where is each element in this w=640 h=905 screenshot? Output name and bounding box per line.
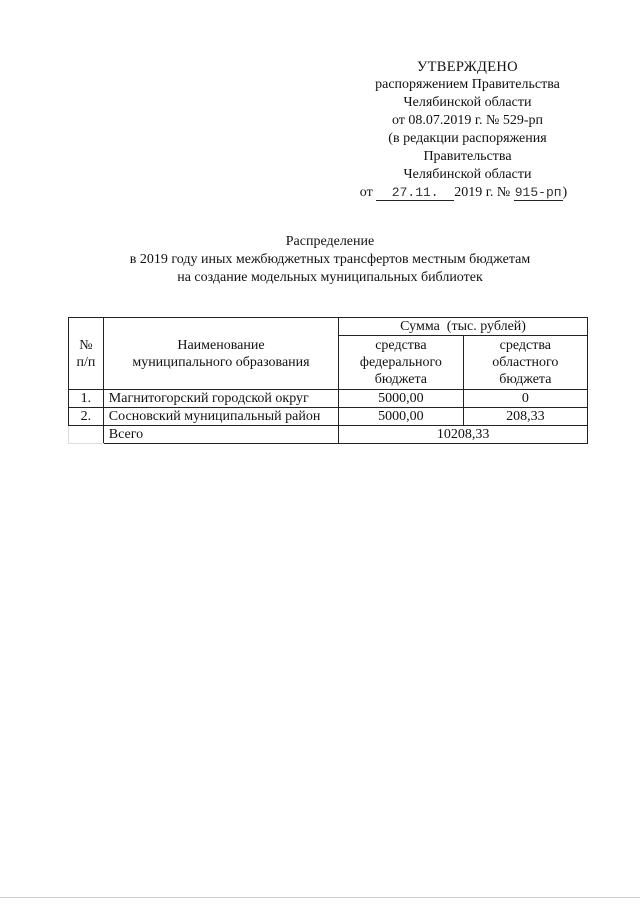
header-federal bbox=[339, 336, 464, 390]
date-year: 2019 г. № bbox=[454, 185, 511, 200]
heading-title: Распределение bbox=[285, 234, 375, 249]
header-no-line: п/п bbox=[76, 354, 96, 370]
approval-line: распоряжением Правительства bbox=[375, 77, 560, 92]
date-prefix: от bbox=[359, 185, 373, 200]
header-name-line: Наименование bbox=[177, 337, 265, 353]
row-name: Магнитогорский городской округ bbox=[103, 390, 338, 408]
approval-line: (в редакции распоряжения bbox=[388, 131, 547, 146]
amendment-number: 915-рп bbox=[514, 185, 562, 200]
row-federal: 5000,00 bbox=[339, 390, 464, 408]
row-name: Сосновский муниципальный район bbox=[103, 408, 338, 426]
header-federal-line: федерального bbox=[359, 355, 442, 370]
header-sum: Сумма (тыс. рублей) bbox=[339, 318, 588, 336]
row-regional: 0 bbox=[463, 390, 587, 408]
approval-line: Правительства bbox=[423, 149, 512, 164]
row-federal: 5000,00 bbox=[339, 408, 464, 426]
table-total-row bbox=[69, 426, 588, 444]
total-no bbox=[69, 426, 104, 444]
header-federal-line: средства bbox=[375, 338, 427, 353]
amendment-date-line bbox=[347, 184, 580, 202]
amendment-date: 27.11. bbox=[376, 185, 454, 201]
header-regional bbox=[463, 336, 587, 390]
header-regional-line: областного bbox=[492, 355, 559, 370]
close-paren: ) bbox=[562, 185, 568, 200]
header-name-line: муниципального образования bbox=[132, 354, 310, 370]
table-row bbox=[69, 390, 588, 408]
total-value: 10208,33 bbox=[339, 426, 588, 444]
approval-line: от 08.07.2019 г. № 529-рп bbox=[391, 113, 544, 128]
distribution-table bbox=[68, 317, 588, 444]
heading-line: на создание модельных муниципальных библиотек bbox=[177, 270, 483, 285]
header-regional-line: бюджета bbox=[499, 372, 552, 387]
approval-line: Челябинской области bbox=[403, 167, 532, 182]
heading-line: в 2019 году иных межбюджетных трансфертов местным бюджетам bbox=[129, 252, 531, 267]
header-no-line: № bbox=[79, 337, 93, 353]
total-label: Всего bbox=[103, 426, 338, 444]
approval-title: УТВЕРЖДЕНО bbox=[417, 59, 518, 75]
header-no bbox=[69, 318, 104, 390]
header-regional-line: средства bbox=[499, 338, 551, 353]
row-no: 2. bbox=[69, 408, 104, 426]
row-regional: 208,33 bbox=[463, 408, 587, 426]
page-edge-line bbox=[0, 897, 640, 898]
row-no: 1. bbox=[69, 390, 104, 408]
approval-stamp bbox=[355, 58, 580, 202]
header-name bbox=[103, 318, 338, 390]
header-federal-line: бюджета bbox=[374, 372, 427, 387]
table-row bbox=[69, 408, 588, 426]
document-heading bbox=[80, 233, 580, 287]
approval-line: Челябинской области bbox=[403, 95, 532, 110]
